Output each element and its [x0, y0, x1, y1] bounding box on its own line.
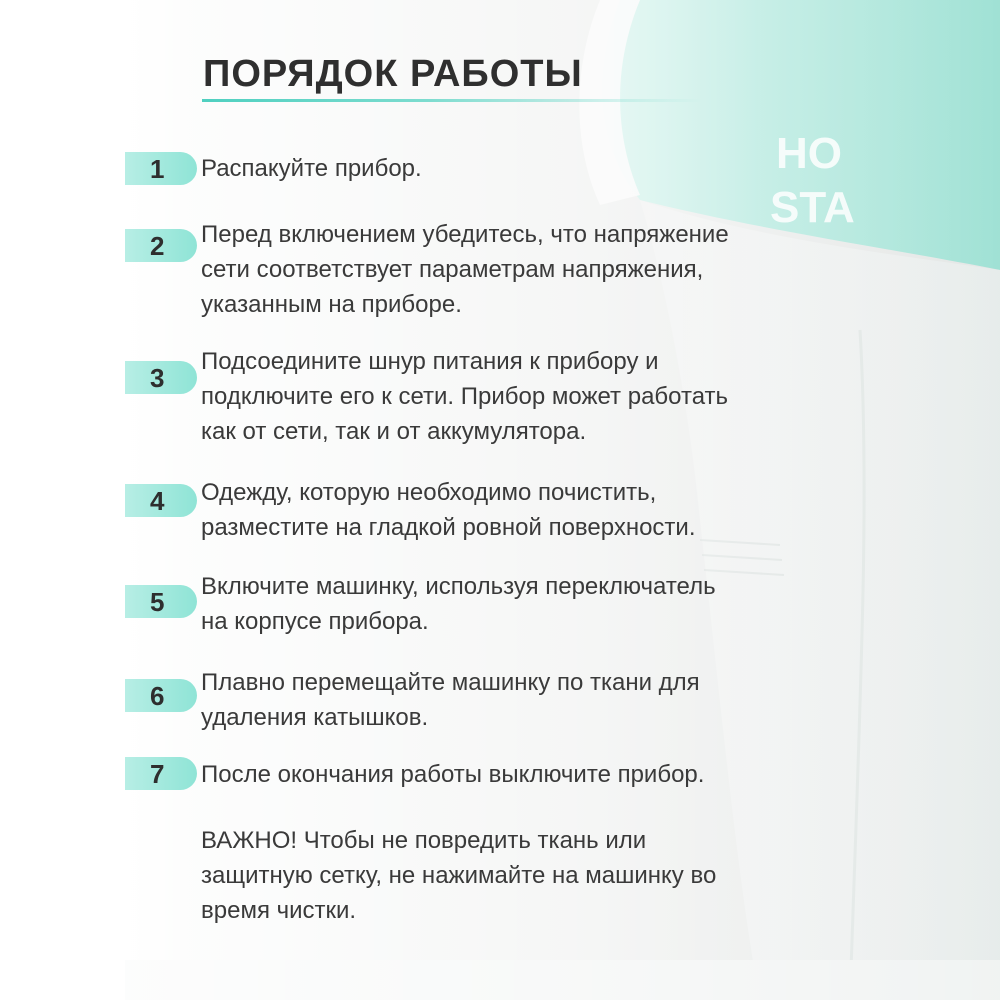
step-number: 1 [150, 154, 165, 184]
step-text: Подсоедините шнур питания к прибору и подключите его к сети. Прибор может работать как от сети, так и от аккумулятора. [201, 348, 729, 445]
step-text: После окончания работы выключите прибор. [201, 761, 705, 788]
step-text: Распакуйте прибор. [201, 155, 422, 182]
step-number: 6 [150, 681, 165, 711]
step-text: Одежду, которую необходимо почистить, разместите на гладкой ровной поверхности. [201, 479, 696, 541]
page-title: ПОРЯДОК РАБОТЫ [203, 53, 583, 95]
important-note: ВАЖНО! Чтобы не повредить ткань или защитную сетку, не нажимайте на машинку во время чистки. [201, 827, 717, 924]
step-number: 5 [150, 587, 165, 617]
device-brand-line2: STA [770, 183, 855, 232]
step-text: Включите машинку, используя переключатель на корпусе прибора. [201, 573, 716, 635]
device-brand-line1: HO [776, 129, 842, 178]
title-underline [202, 99, 702, 102]
step-number: 2 [150, 231, 165, 261]
step-number: 3 [150, 363, 165, 393]
step-number: 4 [150, 486, 165, 516]
step-text: Плавно перемещайте машинку по ткани для удаления катышков. [201, 669, 700, 731]
step-text: Перед включением убедитесь, что напряжение сети соответствует параметрам напряжения, указанным на приборе. [201, 221, 729, 318]
step-number: 7 [150, 759, 165, 789]
